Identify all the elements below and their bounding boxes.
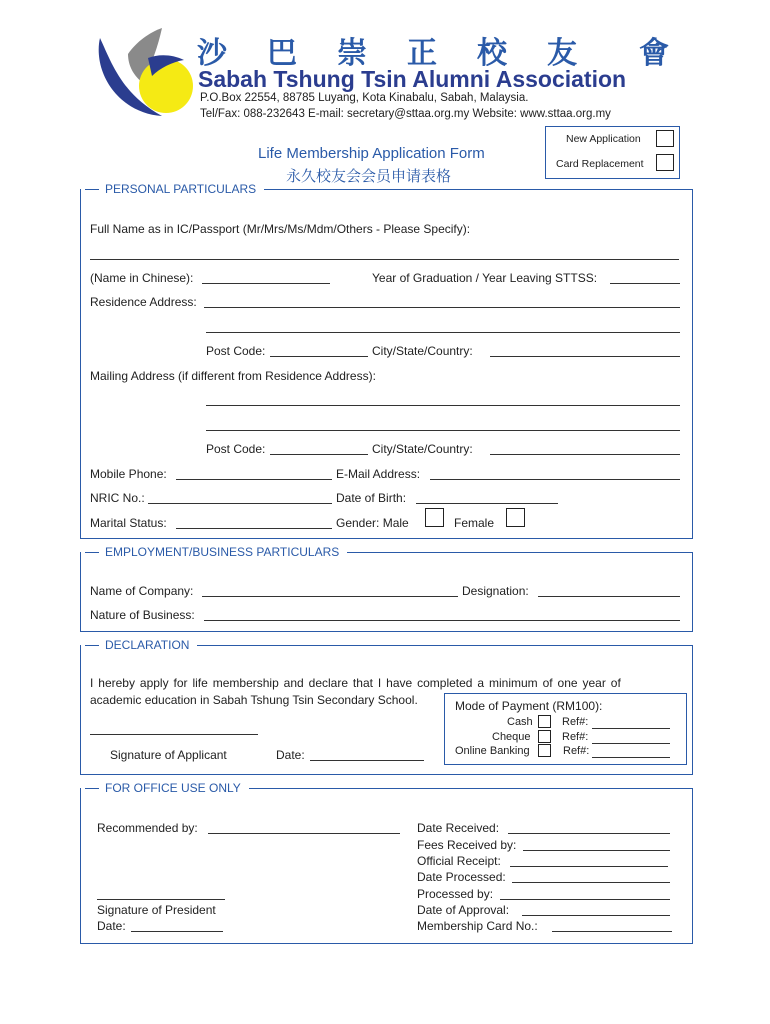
cash-ref-label: Ref#: bbox=[562, 716, 589, 728]
new-application-checkbox[interactable] bbox=[656, 130, 674, 147]
president-signature-label: Signature of President bbox=[97, 903, 216, 917]
recommended-field[interactable] bbox=[208, 833, 400, 834]
fees-received-field[interactable] bbox=[523, 850, 670, 851]
recommended-label: Recommended by: bbox=[97, 821, 198, 835]
name-chinese-field[interactable] bbox=[202, 283, 330, 284]
residence-field-1[interactable] bbox=[204, 307, 680, 308]
office-date-field[interactable] bbox=[131, 931, 223, 932]
fees-received-label: Fees Received by: bbox=[417, 838, 517, 852]
org-address: P.O.Box 22554, 88785 Luyang, Kota Kinabalu, Sabah, Malaysia. bbox=[200, 92, 529, 104]
processed-by-field[interactable] bbox=[500, 899, 670, 900]
nature-field[interactable] bbox=[204, 620, 680, 621]
declaration-legend: DECLARATION bbox=[81, 638, 197, 652]
post-code-field-2[interactable] bbox=[270, 454, 368, 455]
processed-by-label: Processed by: bbox=[417, 887, 494, 901]
online-ref-label: Ref#: bbox=[563, 745, 590, 757]
company-label: Name of Company: bbox=[90, 584, 194, 598]
full-name-field[interactable] bbox=[90, 259, 679, 260]
nric-label: NRIC No.: bbox=[90, 491, 145, 505]
designation-label: Designation: bbox=[462, 584, 529, 598]
dob-label: Date of Birth: bbox=[336, 491, 407, 505]
chinese-char: 巴 bbox=[267, 36, 297, 71]
date-of-approval-label: Date of Approval: bbox=[417, 903, 510, 917]
employment-legend: EMPLOYMENT/BUSINESS PARTICULARS bbox=[81, 545, 347, 559]
male-checkbox[interactable] bbox=[425, 508, 444, 527]
residence-field-2[interactable] bbox=[206, 332, 680, 333]
mobile-label: Mobile Phone: bbox=[90, 467, 167, 481]
city-label-2: City/State/Country: bbox=[372, 442, 473, 456]
applicant-signature-label: Signature of Applicant bbox=[110, 748, 227, 762]
cash-ref-field[interactable] bbox=[592, 728, 670, 729]
nric-field[interactable] bbox=[148, 503, 332, 504]
graduation-field[interactable] bbox=[610, 283, 680, 284]
declaration-date-label: Date: bbox=[276, 748, 305, 762]
form-title: Life Membership Application Form bbox=[258, 145, 485, 162]
name-chinese-label: (Name in Chinese): bbox=[90, 271, 194, 285]
payment-title: Mode of Payment (RM100): bbox=[455, 699, 603, 713]
date-received-field[interactable] bbox=[508, 833, 670, 834]
chinese-char: 正 bbox=[407, 36, 437, 71]
post-code-field[interactable] bbox=[270, 356, 368, 357]
post-code-label: Post Code: bbox=[206, 344, 266, 358]
cheque-label: Cheque bbox=[492, 731, 531, 743]
mobile-field[interactable] bbox=[176, 479, 332, 480]
designation-field[interactable] bbox=[538, 596, 680, 597]
chinese-char: 崇 bbox=[337, 36, 367, 71]
card-replacement-checkbox[interactable] bbox=[656, 154, 674, 171]
female-label: Female bbox=[454, 516, 495, 530]
online-banking-checkbox[interactable] bbox=[538, 744, 551, 757]
personal-particulars-section bbox=[80, 189, 693, 539]
cash-label: Cash bbox=[507, 716, 533, 728]
online-ref-field[interactable] bbox=[592, 757, 670, 758]
president-signature-field[interactable] bbox=[97, 899, 225, 900]
marital-label: Marital Status: bbox=[90, 516, 167, 530]
office-use-legend: FOR OFFICE USE ONLY bbox=[81, 781, 249, 795]
city-field[interactable] bbox=[490, 356, 680, 357]
company-field[interactable] bbox=[202, 596, 458, 597]
applicant-signature-field[interactable] bbox=[90, 734, 258, 735]
card-replacement-label: Card Replacement bbox=[556, 158, 644, 170]
city-label: City/State/Country: bbox=[372, 344, 473, 358]
date-processed-field[interactable] bbox=[512, 882, 670, 883]
full-name-label: Full Name as in IC/Passport (Mr/Mrs/Ms/Mdm/Others - Please Specify): bbox=[90, 222, 471, 236]
new-application-label: New Application bbox=[566, 133, 641, 145]
marital-field[interactable] bbox=[176, 528, 332, 529]
female-checkbox[interactable] bbox=[506, 508, 525, 527]
declaration-text-2: academic education in Sabah Tshung Tsin Secondary School. bbox=[90, 693, 418, 707]
email-label: E-Mail Address: bbox=[336, 467, 421, 481]
association-logo bbox=[92, 24, 202, 124]
date-of-approval-field[interactable] bbox=[522, 915, 670, 916]
chinese-char: 校 bbox=[477, 36, 507, 71]
personal-particulars-legend: PERSONAL PARTICULARS bbox=[81, 182, 264, 196]
residence-label: Residence Address: bbox=[90, 295, 197, 309]
date-processed-label: Date Processed: bbox=[417, 870, 506, 884]
city-field-2[interactable] bbox=[490, 454, 680, 455]
post-code-label-2: Post Code: bbox=[206, 442, 266, 456]
online-banking-label: Online Banking bbox=[455, 745, 530, 757]
chinese-char: 會 bbox=[639, 36, 669, 71]
chinese-char: 沙 bbox=[197, 36, 227, 71]
org-contact: Tel/Fax: 088-232643 E-mail: secretary@sttaa.org.my Website: www.sttaa.org.my bbox=[200, 108, 611, 120]
mailing-field-2[interactable] bbox=[206, 430, 680, 431]
official-receipt-label: Official Receipt: bbox=[417, 854, 501, 868]
gender-male-label: Gender: Male bbox=[336, 516, 409, 530]
official-receipt-field[interactable] bbox=[510, 866, 668, 867]
chinese-char: 友 bbox=[547, 36, 577, 71]
cheque-checkbox[interactable] bbox=[538, 730, 551, 743]
membership-card-field[interactable] bbox=[552, 931, 672, 932]
mailing-label: Mailing Address (if different from Residence Address): bbox=[90, 369, 376, 383]
membership-card-label: Membership Card No.: bbox=[417, 919, 538, 933]
office-date-label: Date: bbox=[97, 919, 126, 933]
graduation-label: Year of Graduation / Year Leaving STTSS: bbox=[372, 271, 598, 285]
cheque-ref-field[interactable] bbox=[592, 743, 670, 744]
cheque-ref-label: Ref#: bbox=[562, 731, 589, 743]
form-title-chinese: 永久校友会会员申请表格 bbox=[286, 167, 452, 185]
mailing-field-1[interactable] bbox=[206, 405, 680, 406]
date-received-label: Date Received: bbox=[417, 821, 500, 835]
org-name: Sabah Tshung Tsin Alumni Association bbox=[198, 66, 627, 92]
declaration-text-1: I hereby apply for life membership and declare that I have completed a minimum of one year of bbox=[90, 676, 621, 690]
cash-checkbox[interactable] bbox=[538, 715, 551, 728]
nature-label: Nature of Business: bbox=[90, 608, 195, 622]
declaration-date-field[interactable] bbox=[310, 760, 424, 761]
dob-field[interactable] bbox=[416, 503, 558, 504]
email-field[interactable] bbox=[430, 479, 680, 480]
